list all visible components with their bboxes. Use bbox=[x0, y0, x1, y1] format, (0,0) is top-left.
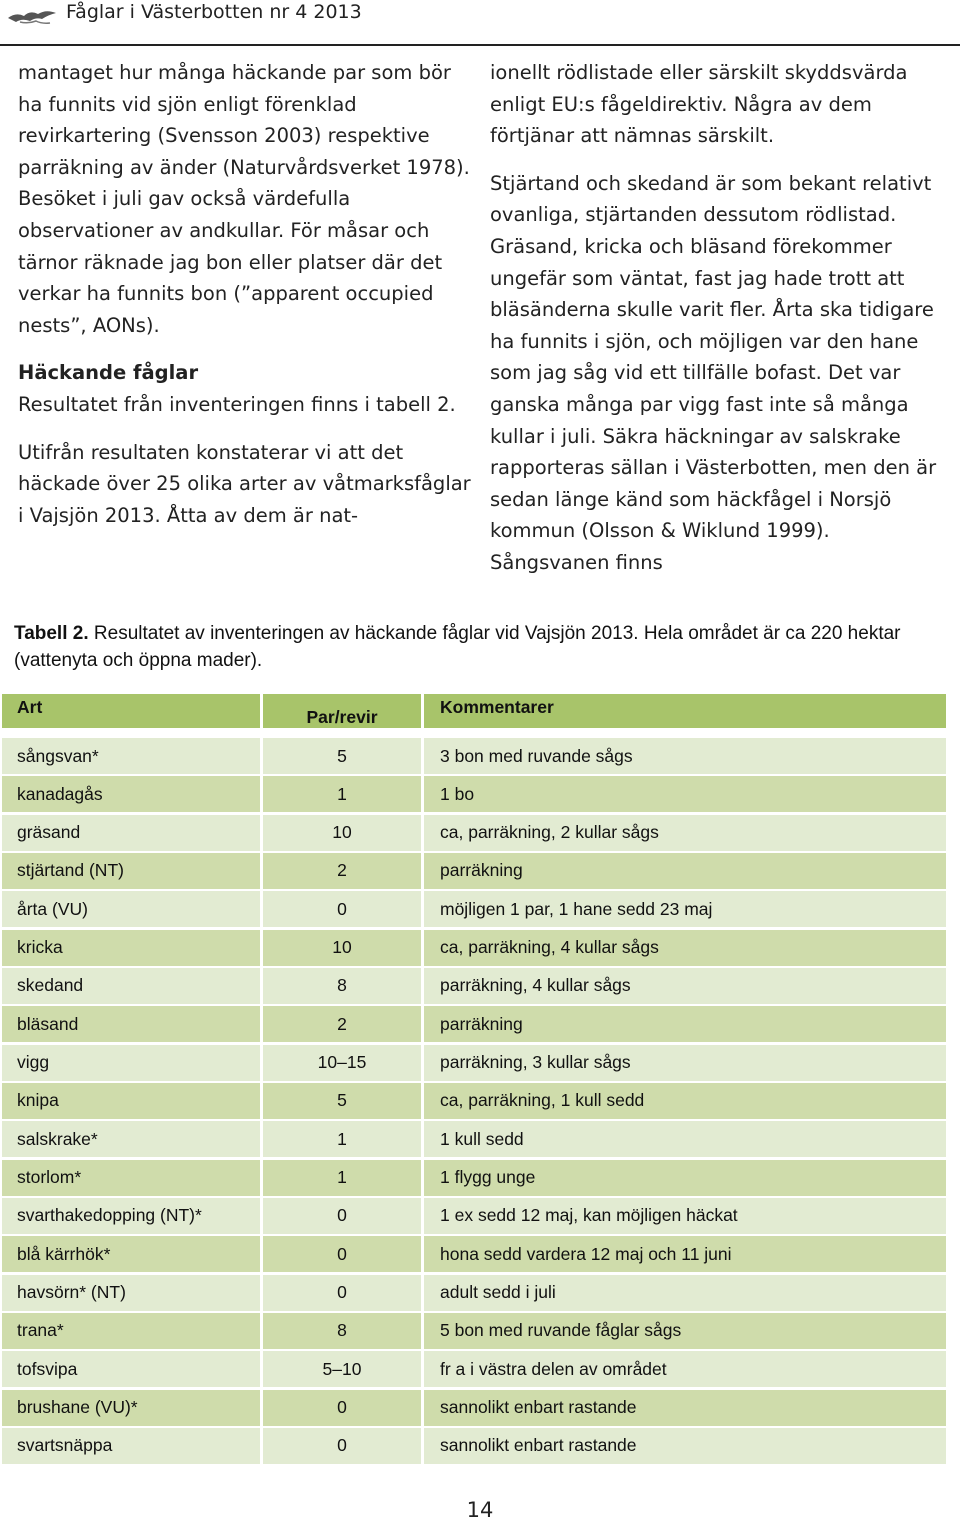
comment-cell: möjligen 1 par, 1 hane sedd 23 maj bbox=[424, 891, 946, 927]
table-row bbox=[2, 1390, 946, 1426]
left-paragraph-1: mantaget hur många häckande par som bör ha funnits vid sjön enligt förenklad revirkartering (Svensson 2003) respektive parräkning av änder (Naturvårdsverket 1978). Besöket i juli gav också värdefulla observationer av andkullar. För måsar och tärnor räknade jag bon eller platser där det verkar ha funnits bon (”apparent occupied nests”, AONs). bbox=[18, 61, 470, 337]
comment-cell: sannolikt enbart rastande bbox=[424, 1428, 946, 1464]
table-row bbox=[2, 1083, 946, 1119]
comment-cell: ca, parräkning, 2 kullar sågs bbox=[424, 815, 946, 851]
comment-cell: fr a i västra delen av området bbox=[424, 1351, 946, 1387]
table-row bbox=[2, 815, 946, 851]
species-cell: trana* bbox=[2, 1313, 260, 1349]
comment-cell: adult sedd i juli bbox=[424, 1275, 946, 1311]
comment-cell: 1 bo bbox=[424, 776, 946, 812]
table-row bbox=[2, 1351, 946, 1387]
pairs-cell: 5 bbox=[263, 1083, 421, 1119]
pairs-cell: 1 bbox=[263, 776, 421, 812]
page-header bbox=[0, 0, 960, 44]
table-row bbox=[2, 1160, 946, 1196]
pairs-cell: 2 bbox=[263, 853, 421, 889]
header-kommentarer: Kommentarer bbox=[424, 694, 946, 728]
species-cell: salskrake* bbox=[2, 1121, 260, 1157]
table-caption-label: Tabell 2. bbox=[14, 623, 89, 644]
section-heading: Häckande fåglar bbox=[18, 361, 199, 385]
pairs-cell: 5 bbox=[263, 738, 421, 774]
bird-table bbox=[2, 694, 946, 1466]
pairs-cell: 0 bbox=[263, 1198, 421, 1234]
comment-cell: ca, parräkning, 1 kull sedd bbox=[424, 1083, 946, 1119]
species-cell: gräsand bbox=[2, 815, 260, 851]
right-paragraph-2: Stjärtand och skedand är som bekant relativt ovanliga, stjärtanden dessutom rödlistad. Gräsand, kricka och bläsand förekommer ungefär som väntat, fast jag hade trott att bläsänderna skulle varit fler. Årta ska tidigare ha funnits i sjön, och möjligen var den hane som jag såg vid ett tillfälle bofast. Det var ganska många par vigg fast inte så många kullar i juli. Säkra häckningar av salskrake rapporteras sällan i Västerbotten, men den är sedan länge känd som häckfågel i Norsjö kommun (Olsson & Wiklund 1999). Sångsvanen finns bbox=[490, 171, 937, 574]
species-cell: havsörn* (NT) bbox=[2, 1275, 260, 1311]
pairs-cell: 2 bbox=[263, 1006, 421, 1042]
page-number: 14 bbox=[466, 1498, 494, 1522]
species-cell: stjärtand (NT) bbox=[2, 853, 260, 889]
pairs-cell: 10 bbox=[263, 815, 421, 851]
bird-logo-icon bbox=[6, 4, 58, 30]
table-row bbox=[2, 738, 946, 774]
species-cell: kanadagås bbox=[2, 776, 260, 812]
right-paragraph-1: ionellt rödlistade eller särskilt skyddsvärda enligt EU:s fågeldirektiv. Några av dem förtjänar att nämnas särskilt. bbox=[490, 61, 908, 148]
species-cell: svarthakedopping (NT)* bbox=[2, 1198, 260, 1234]
left-paragraph-2: Resultatet från inventeringen finns i tabell 2. bbox=[18, 392, 456, 416]
table-row bbox=[2, 1121, 946, 1157]
pairs-cell: 10–15 bbox=[263, 1045, 421, 1081]
header-art: Art bbox=[2, 694, 260, 728]
table-row bbox=[2, 891, 946, 927]
table-row bbox=[2, 853, 946, 889]
pairs-cell: 0 bbox=[263, 891, 421, 927]
table-header-row bbox=[2, 694, 946, 728]
comment-cell: parräkning, 3 kullar sågs bbox=[424, 1045, 946, 1081]
table-row bbox=[2, 1006, 946, 1042]
comment-cell: parräkning bbox=[424, 1006, 946, 1042]
header-title: Fåglar i Västerbotten nr 4 2013 bbox=[66, 1, 362, 23]
comment-cell: parräkning bbox=[424, 853, 946, 889]
species-cell: knipa bbox=[2, 1083, 260, 1119]
table-row bbox=[2, 968, 946, 1004]
species-cell: sångsvan* bbox=[2, 738, 260, 774]
pairs-cell: 8 bbox=[263, 968, 421, 1004]
table-caption-text: Resultatet av inventeringen av häckande fåglar vid Vajsjön 2013. Hela området är ca 220 hektar (vattenyta och öppna mader). bbox=[14, 623, 901, 671]
species-cell: årta (VU) bbox=[2, 891, 260, 927]
pairs-cell: 0 bbox=[263, 1428, 421, 1464]
comment-cell: 3 bon med ruvande sågs bbox=[424, 738, 946, 774]
table-row bbox=[2, 1428, 946, 1464]
table-row bbox=[2, 776, 946, 812]
comment-cell: 1 flygg unge bbox=[424, 1160, 946, 1196]
species-cell: skedand bbox=[2, 968, 260, 1004]
table-caption bbox=[14, 620, 944, 674]
comment-cell: hona sedd vardera 12 maj och 11 juni bbox=[424, 1236, 946, 1272]
species-cell: storlom* bbox=[2, 1160, 260, 1196]
species-cell: brushane (VU)* bbox=[2, 1390, 260, 1426]
table-row bbox=[2, 1045, 946, 1081]
species-cell: kricka bbox=[2, 930, 260, 966]
pairs-cell: 0 bbox=[263, 1390, 421, 1426]
table-row bbox=[2, 1198, 946, 1234]
right-column bbox=[490, 57, 952, 579]
pairs-cell: 10 bbox=[263, 930, 421, 966]
comment-cell: 1 kull sedd bbox=[424, 1121, 946, 1157]
header-divider bbox=[0, 44, 960, 46]
species-cell: bläsand bbox=[2, 1006, 260, 1042]
species-cell: tofsvipa bbox=[2, 1351, 260, 1387]
pairs-cell: 8 bbox=[263, 1313, 421, 1349]
comment-cell: parräkning, 4 kullar sågs bbox=[424, 968, 946, 1004]
pairs-cell: 0 bbox=[263, 1236, 421, 1272]
left-paragraph-3: Utifrån resultaten konstaterar vi att det häckade över 25 olika arter av våtmarksfåglar i Vajsjön 2013. Åtta av dem är nat- bbox=[18, 440, 471, 527]
header-par-revir: Par/revir bbox=[263, 694, 421, 728]
left-column bbox=[18, 57, 480, 531]
species-cell: blå kärrhök* bbox=[2, 1236, 260, 1272]
comment-cell: ca, parräkning, 4 kullar sågs bbox=[424, 930, 946, 966]
table-row bbox=[2, 1236, 946, 1272]
table-row bbox=[2, 1313, 946, 1349]
pairs-cell: 1 bbox=[263, 1160, 421, 1196]
comment-cell: 1 ex sedd 12 maj, kan möjligen häckat bbox=[424, 1198, 946, 1234]
table-row bbox=[2, 930, 946, 966]
pairs-cell: 5–10 bbox=[263, 1351, 421, 1387]
species-cell: vigg bbox=[2, 1045, 260, 1081]
table-row bbox=[2, 1275, 946, 1311]
pairs-cell: 0 bbox=[263, 1275, 421, 1311]
comment-cell: 5 bon med ruvande fåglar sågs bbox=[424, 1313, 946, 1349]
species-cell: svartsnäppa bbox=[2, 1428, 260, 1464]
pairs-cell: 1 bbox=[263, 1121, 421, 1157]
comment-cell: sannolikt enbart rastande bbox=[424, 1390, 946, 1426]
